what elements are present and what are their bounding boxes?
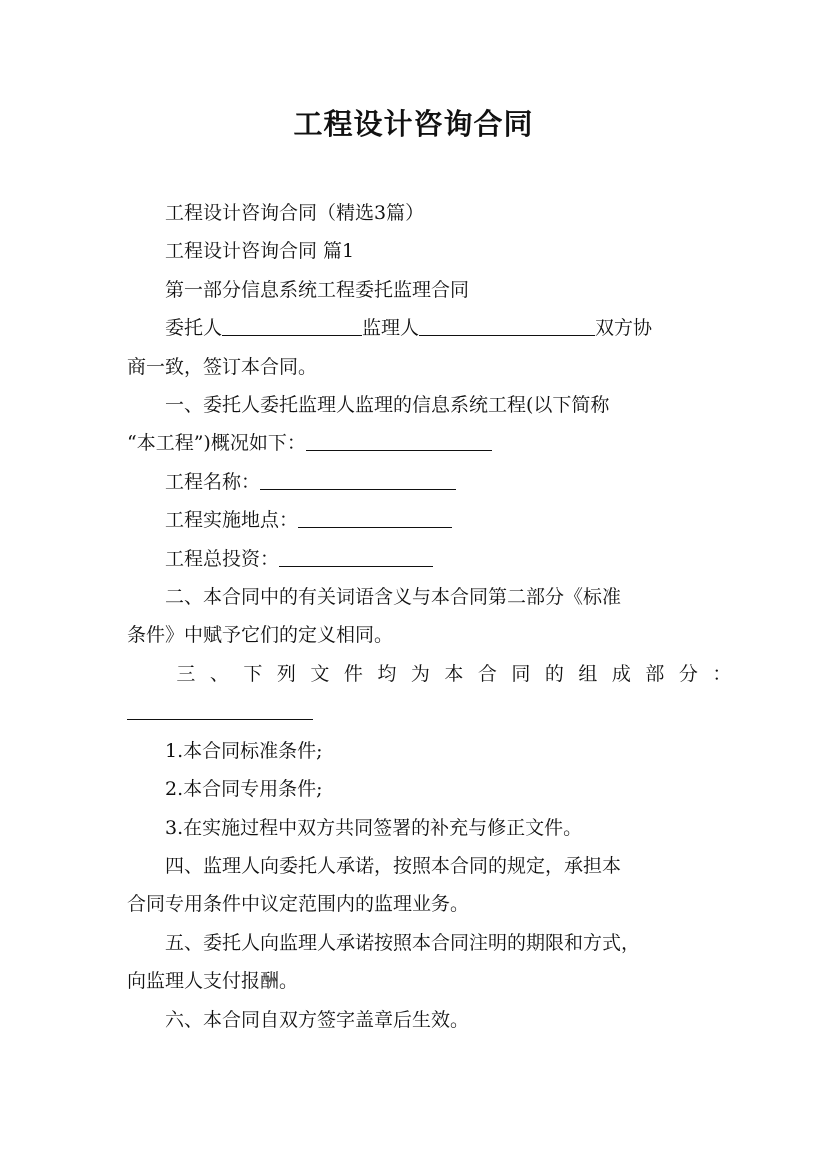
paragraph <box>127 578 703 616</box>
blank-line <box>419 316 595 336</box>
text-line: 五、委托人向监理人承诺按照本合同注明的期限和方式， <box>165 931 641 954</box>
text-line: 工程实施地点： <box>165 509 299 532</box>
paragraph <box>127 809 703 847</box>
blank-line <box>222 316 362 336</box>
text-line: 工程总投资： <box>165 547 280 570</box>
paragraph <box>127 309 703 347</box>
document-title: 工程设计咨询合同 <box>293 107 534 141</box>
text-line: 双方协 <box>595 317 653 340</box>
paragraph <box>127 348 703 386</box>
paragraph <box>127 924 703 962</box>
paragraph <box>127 847 703 885</box>
text-line: 商一致，签订本合同。 <box>127 355 318 378</box>
document-body <box>127 194 746 1039</box>
text-line: 二、本合同中的有关词语含义与本合同第二部分《标准 <box>165 586 622 609</box>
paragraph <box>127 962 703 1000</box>
text-line: 监理人 <box>362 317 420 340</box>
text-line: 2.本合同专用条件; <box>165 778 323 801</box>
blank-line <box>127 700 313 720</box>
text-line: “本工程”)概况如下： <box>127 432 306 455</box>
blank-line <box>298 508 452 528</box>
paragraph <box>127 501 703 539</box>
blank-line <box>306 431 492 451</box>
text-line: 1.本合同标准条件; <box>165 739 323 762</box>
paragraph <box>127 770 703 808</box>
text-line: 四、监理人向委托人承诺，按照本合同的规定，承担本 <box>165 854 622 877</box>
text-line: 3.在实施过程中双方共同签署的补充与修正文件。 <box>165 816 583 839</box>
text-line: 工程设计咨询合同 篇1 <box>165 240 355 263</box>
paragraph <box>127 386 703 424</box>
text-line: 工程名称： <box>165 470 261 493</box>
text-line: 第一部分信息系统工程委托监理合同 <box>165 278 470 301</box>
text-line: 六、本合同自双方签字盖章后生效。 <box>165 1008 470 1031</box>
blank-line <box>279 547 433 567</box>
text-line: 工程设计咨询合同（精选3篇） <box>165 202 425 224</box>
paragraph <box>127 616 703 654</box>
text-line: 合同专用条件中议定范围内的监理业务。 <box>127 893 470 916</box>
paragraph <box>127 232 703 270</box>
paragraph <box>127 271 703 309</box>
paragraph <box>127 1001 703 1039</box>
text-line: 向监理人支付报酬。 <box>127 970 299 993</box>
paragraph <box>127 463 703 501</box>
paragraph <box>127 540 703 578</box>
paragraph <box>127 655 746 693</box>
paragraph <box>127 732 703 770</box>
text-line: 条件》中赋予它们的定义相同。 <box>127 624 394 647</box>
text-line: 一、委托人委托监理人监理的信息系统工程(以下简称 <box>165 394 610 417</box>
paragraph <box>127 424 703 462</box>
text-line: 委托人 <box>165 317 223 340</box>
paragraph <box>127 194 703 232</box>
blank-line <box>260 470 456 490</box>
paragraph <box>127 885 703 923</box>
paragraph <box>127 693 703 731</box>
text-line: 三、下列文件均为本合同的组成部分： <box>176 662 746 685</box>
